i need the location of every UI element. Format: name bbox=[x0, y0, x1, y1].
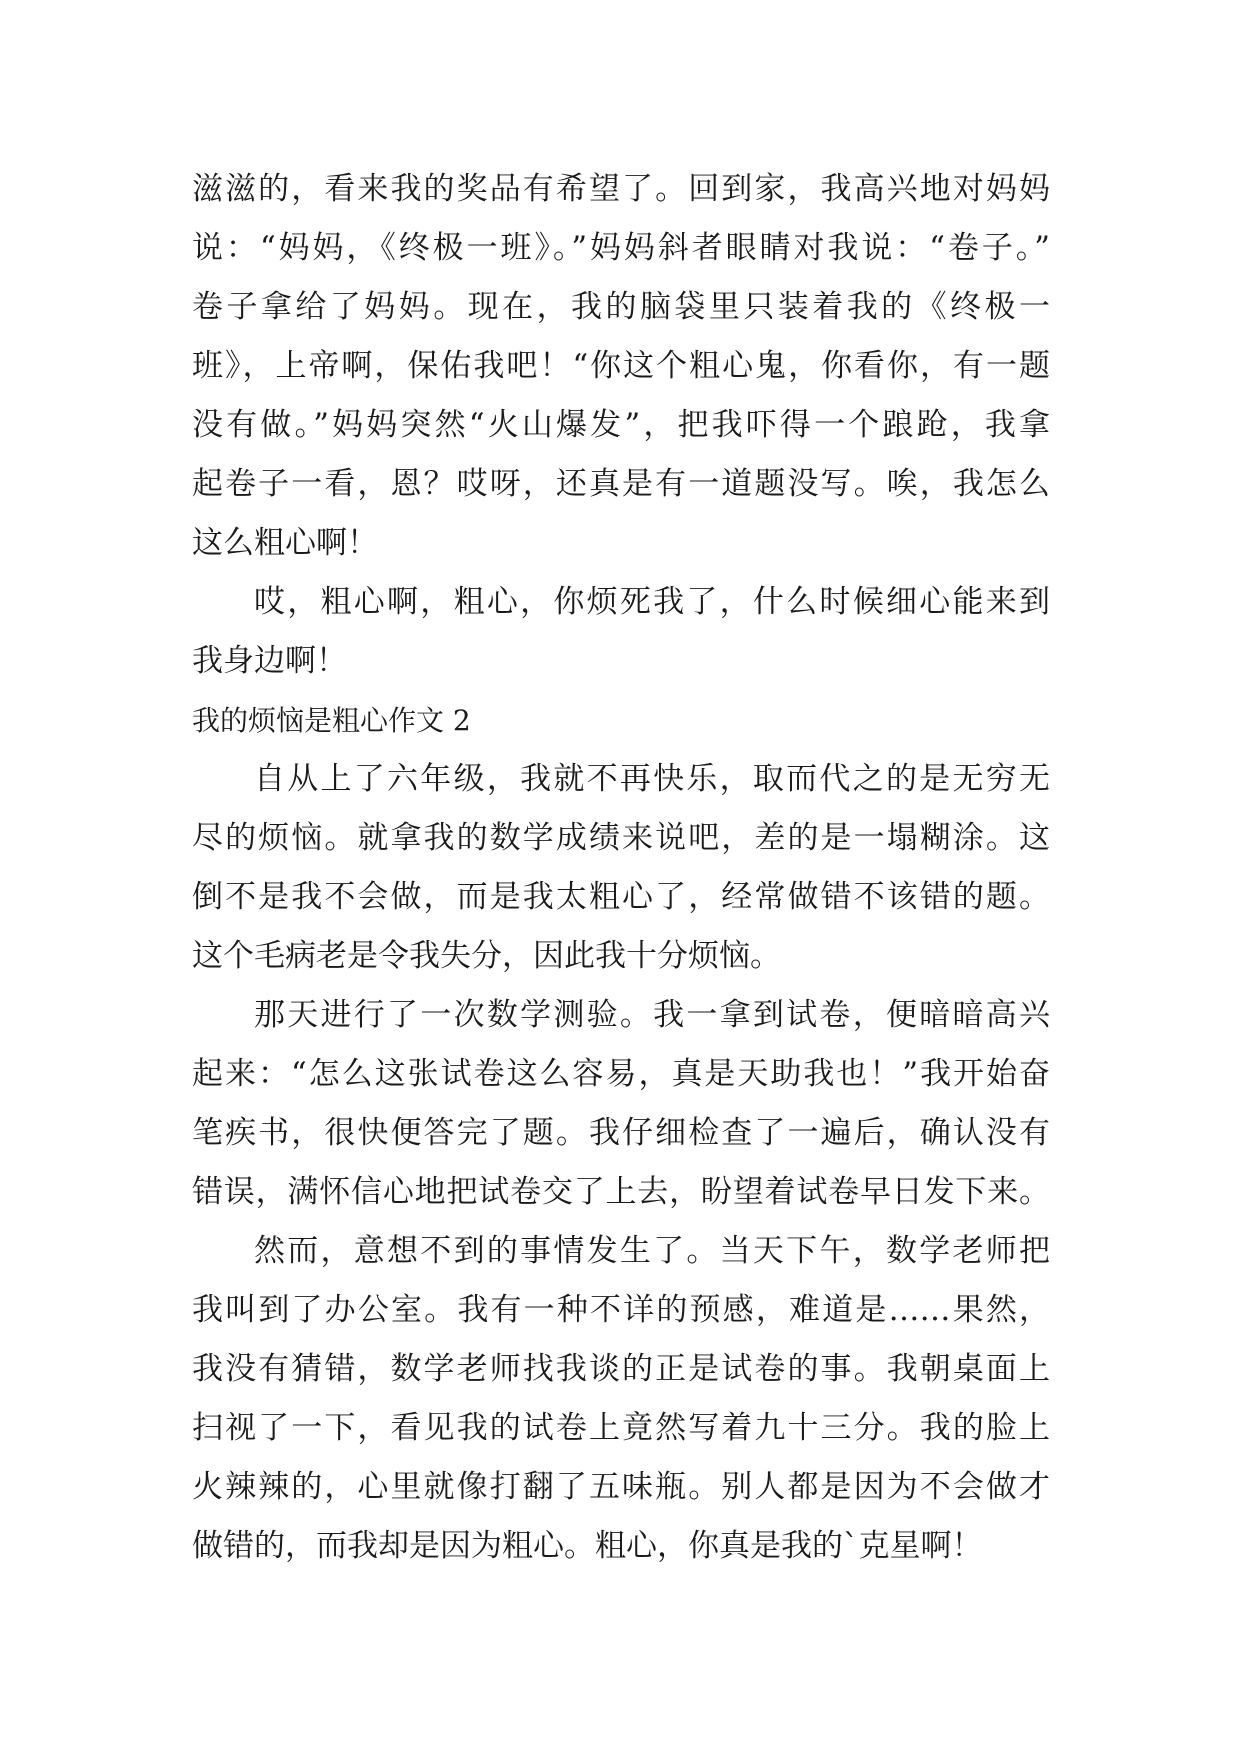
section-heading: 我的烦恼是粗心作文 2 bbox=[192, 704, 471, 737]
text-line: 那天进行了一次数学测验。我一拿到试卷，便暗暗高兴 bbox=[254, 997, 1050, 1033]
text-line: 我叫到了办公室。我有一种不详的预感，难道是……果然， bbox=[192, 1292, 1050, 1328]
text-line: 滋滋的，看来我的奖品有希望了。回到家，我高兴地对妈妈 bbox=[192, 171, 1050, 207]
text-line: 卷子拿给了妈妈。现在，我的脑袋里只装着我的《终极一 bbox=[192, 289, 1050, 325]
text-line: 笔疾书，很快便答完了题。我仔细检查了一遍后，确认没有 bbox=[192, 1115, 1050, 1151]
text-line: 自从上了六年级，我就不再快乐，取而代之的是无穷无 bbox=[254, 761, 1050, 797]
text-line: 哎，粗心啊，粗心，你烦死我了，什么时候细心能来到 bbox=[254, 584, 1050, 620]
text-line: 班》，上帝啊，保佑我吧！“你这个粗心鬼，你看你，有一题 bbox=[192, 348, 1050, 384]
text-line: 然而，意想不到的事情发生了。当天下午，数学老师把 bbox=[254, 1233, 1050, 1269]
text-line: 没有做。”妈妈突然“火山爆发”，把我吓得一个踉跄，我拿 bbox=[192, 407, 1050, 443]
text-line: 倒不是我不会做，而是我太粗心了，经常做错不该错的题。 bbox=[192, 879, 1050, 915]
text-line: 我没有猜错，数学老师找我谈的正是试卷的事。我朝桌面上 bbox=[192, 1351, 1050, 1387]
text-line: 这个毛病老是令我失分，因此我十分烦恼。 bbox=[192, 938, 781, 974]
text-line: 做错的，而我却是因为粗心。粗心，你真是我的`克星啊！ bbox=[192, 1528, 983, 1564]
text-line: 火辣辣的，心里就像打翻了五味瓶。别人都是因为不会做才 bbox=[192, 1469, 1050, 1505]
text-line: 扫视了一下，看见我的试卷上竟然写着九十三分。我的脸上 bbox=[192, 1410, 1050, 1446]
text-line: 我身边啊！ bbox=[192, 643, 347, 679]
document-body bbox=[192, 160, 1050, 1576]
text-line: 这么粗心啊！ bbox=[192, 525, 378, 561]
text-line: 起卷子一看，恩？哎呀，还真是有一道题没写。唉，我怎么 bbox=[192, 466, 1050, 502]
text-line: 起来：“怎么这张试卷这么容易，真是天助我也！”我开始奋 bbox=[192, 1056, 1050, 1092]
text-line: 错误，满怀信心地把试卷交了上去，盼望着试卷早日发下来。 bbox=[192, 1174, 1050, 1210]
text-line: 尽的烦恼。就拿我的数学成绩来说吧，差的是一塌糊涂。这 bbox=[192, 820, 1050, 856]
text-line: 说：“妈妈，《终极一班》。”妈妈斜者眼睛对我说：“卷子。” bbox=[192, 230, 1050, 266]
